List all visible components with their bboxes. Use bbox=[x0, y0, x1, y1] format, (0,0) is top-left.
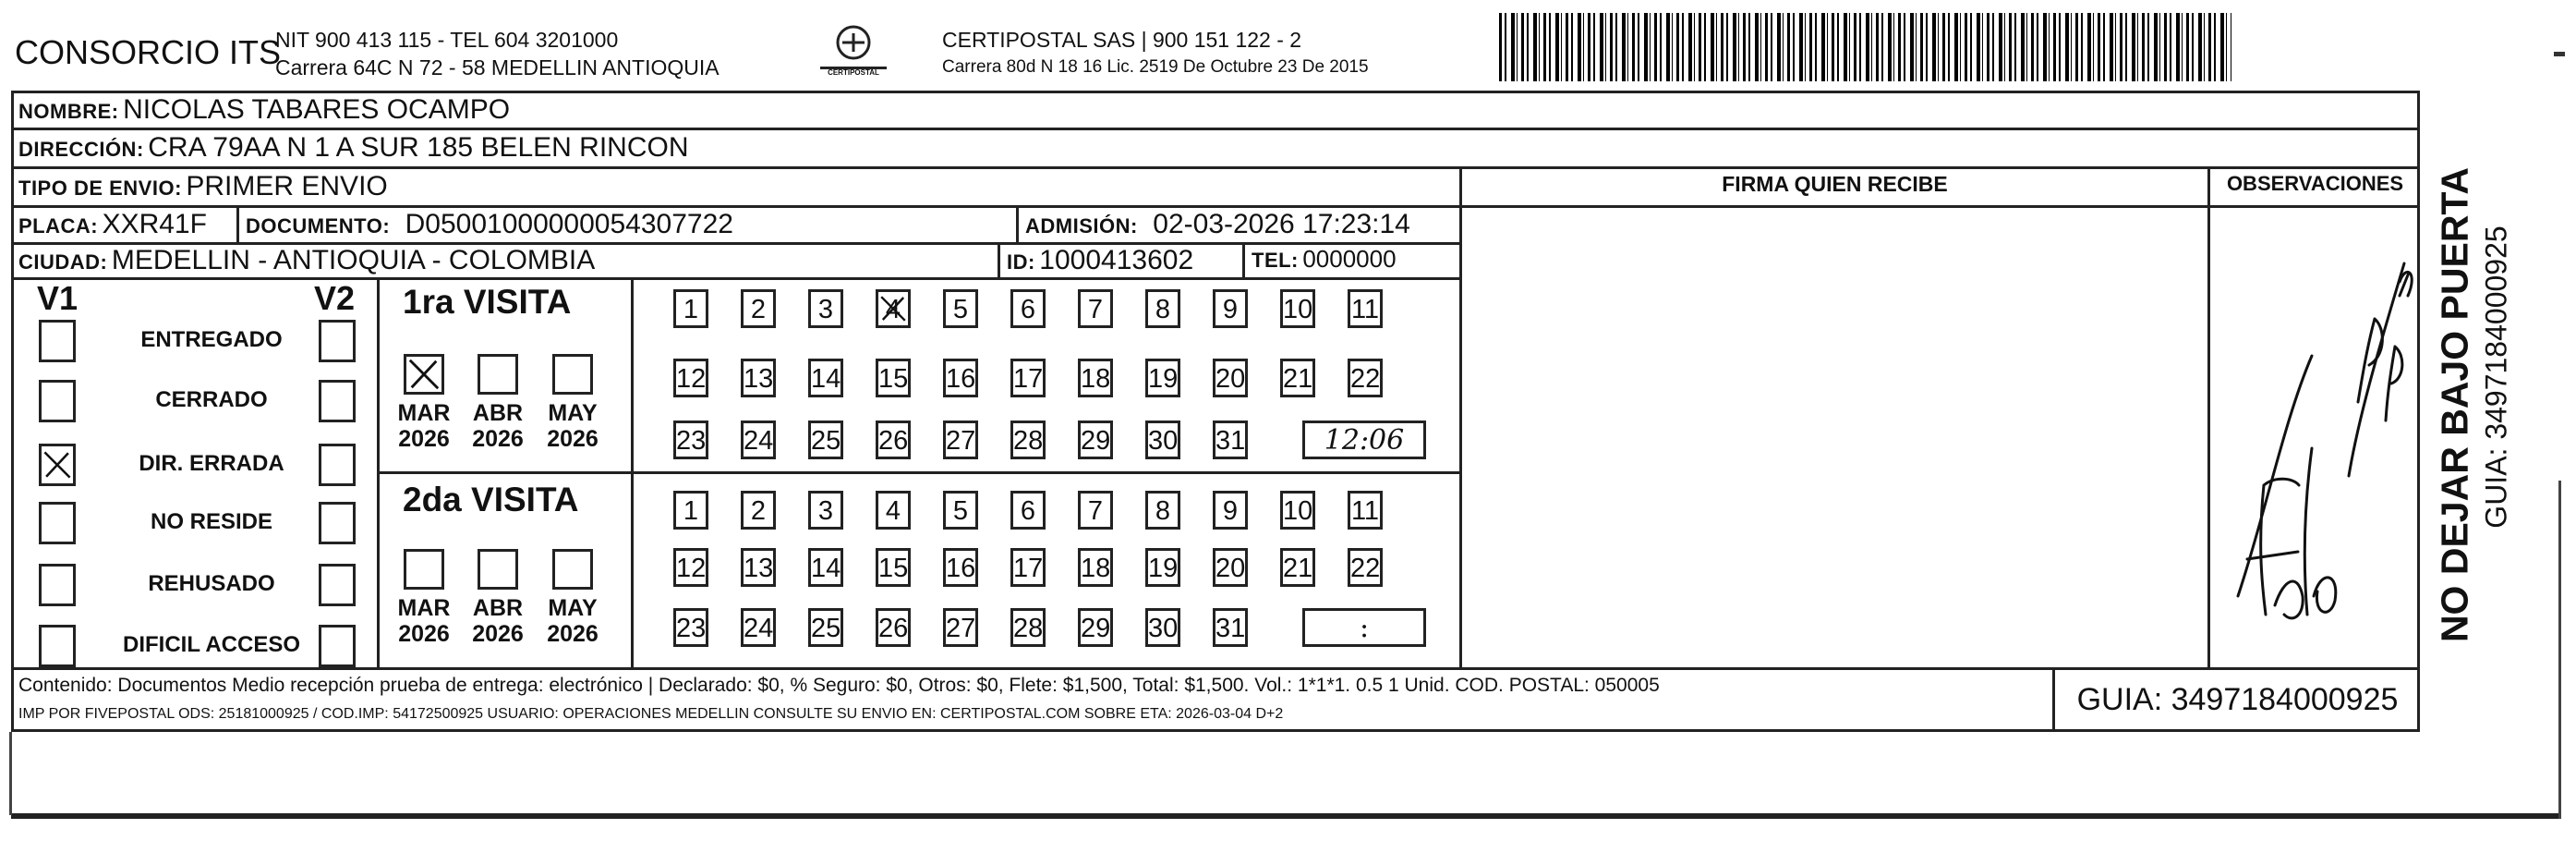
day-box[interactable]: 23 bbox=[673, 420, 708, 459]
month-checkbox[interactable] bbox=[552, 549, 593, 590]
signature-area[interactable] bbox=[1462, 208, 2207, 667]
month-label bbox=[470, 595, 526, 647]
month-checkbox[interactable] bbox=[552, 354, 593, 395]
placa-label: PLACA: bbox=[18, 214, 99, 238]
v1-checkbox[interactable] bbox=[39, 502, 76, 544]
status-label: NO RESIDE bbox=[150, 509, 273, 534]
certipostal-address: Carrera 80d N 18 16 Lic. 2519 De Octubre 23 De 2015 bbox=[942, 57, 1369, 77]
status-label: REHUSADO bbox=[148, 571, 275, 596]
nombre-label: NOMBRE: bbox=[18, 100, 119, 123]
day-box[interactable]: 2 bbox=[741, 491, 776, 530]
day-box[interactable]: 7 bbox=[1078, 289, 1113, 328]
day-box[interactable]: 7 bbox=[1078, 491, 1113, 530]
tel-value: 0000000 bbox=[1302, 245, 1397, 273]
day-box[interactable]: 22 bbox=[1348, 548, 1383, 587]
month-year: 2026 bbox=[472, 621, 524, 647]
month-name: ABR bbox=[472, 400, 524, 426]
v1-checkbox[interactable] bbox=[39, 564, 76, 606]
visit1-title: 1ra VISITA bbox=[403, 283, 572, 321]
nit-line: NIT 900 413 115 - TEL 604 3201000 bbox=[275, 28, 619, 52]
day-box[interactable]: 13 bbox=[741, 359, 776, 397]
x-mark-icon bbox=[878, 292, 908, 325]
month-name: MAR bbox=[397, 595, 451, 621]
day-box[interactable]: 16 bbox=[943, 548, 978, 587]
day-box[interactable]: 18 bbox=[1078, 548, 1113, 587]
tipo-row bbox=[18, 171, 388, 202]
day-box[interactable]: 5 bbox=[943, 491, 978, 530]
day-box[interactable]: 15 bbox=[876, 548, 911, 587]
day-box[interactable]: 6 bbox=[1010, 491, 1046, 530]
firma-header: FIRMA QUIEN RECIBE bbox=[1722, 172, 1948, 196]
day-box[interactable]: 1 bbox=[673, 289, 708, 328]
placa-cell bbox=[18, 209, 207, 240]
day-box[interactable]: 8 bbox=[1145, 289, 1180, 328]
day-box[interactable]: 6 bbox=[1010, 289, 1046, 328]
day-box[interactable]: 19 bbox=[1145, 359, 1180, 397]
month-label bbox=[396, 400, 452, 452]
ciudad-value: MEDELLIN - ANTIOQUIA - COLOMBIA bbox=[111, 245, 596, 275]
time-box[interactable]: 12:06 bbox=[1302, 420, 1426, 459]
v2-checkbox[interactable] bbox=[319, 320, 356, 362]
status-label: CERRADO bbox=[155, 387, 268, 412]
day-box[interactable]: 20 bbox=[1213, 359, 1248, 397]
status-label: DIFICIL ACCESO bbox=[122, 632, 300, 657]
month-year: 2026 bbox=[398, 426, 450, 452]
direccion-row bbox=[18, 132, 688, 164]
month-name: ABR bbox=[472, 595, 524, 621]
left-border bbox=[9, 732, 12, 815]
visit2-title: 2da VISITA bbox=[403, 481, 579, 518]
day-box[interactable]: 12 bbox=[673, 548, 708, 587]
ciudad-label: CIUDAD: bbox=[18, 250, 108, 274]
month-year: 2026 bbox=[398, 621, 450, 647]
no-dejar-bajo-puerta: NO DEJAR BAJO PUERTA bbox=[2433, 166, 2476, 643]
day-box[interactable]: 28 bbox=[1010, 608, 1046, 647]
month-checkbox[interactable] bbox=[404, 354, 444, 395]
day-box[interactable]: 26 bbox=[876, 608, 911, 647]
month-label bbox=[470, 400, 526, 452]
observaciones-header: OBSERVACIONES bbox=[2226, 172, 2404, 195]
day-box[interactable]: 29 bbox=[1078, 608, 1113, 647]
v2-header: V2 bbox=[314, 279, 356, 317]
tel-cell bbox=[1252, 245, 1397, 274]
day-box[interactable]: 26 bbox=[876, 420, 911, 459]
day-box[interactable]: 27 bbox=[943, 420, 978, 459]
v2-checkbox[interactable] bbox=[319, 380, 356, 422]
month-label bbox=[396, 595, 452, 647]
nombre-value: NICOLAS TABARES OCAMPO bbox=[123, 94, 511, 125]
id-value: 1000413602 bbox=[1039, 245, 1194, 275]
month-name: MAR bbox=[397, 400, 451, 426]
day-box[interactable]: 21 bbox=[1280, 359, 1315, 397]
day-box[interactable]: 9 bbox=[1213, 289, 1248, 328]
day-box[interactable]: 15 bbox=[876, 359, 911, 397]
day-box[interactable]: 24 bbox=[741, 420, 776, 459]
v2-checkbox[interactable] bbox=[319, 502, 356, 544]
documento-label: DOCUMENTO: bbox=[246, 214, 391, 238]
day-box[interactable]: 17 bbox=[1010, 548, 1046, 587]
certipostal-logo bbox=[816, 24, 890, 79]
day-box[interactable]: 20 bbox=[1213, 548, 1248, 587]
direccion-label: DIRECCIÓN: bbox=[18, 138, 144, 161]
day-box[interactable]: 3 bbox=[808, 491, 843, 530]
observaciones-handwriting bbox=[2210, 208, 2420, 667]
tipo-value: PRIMER ENVIO bbox=[186, 171, 388, 201]
admision-value: 02-03-2026 17:23:14 bbox=[1153, 209, 1410, 239]
id-cell bbox=[1007, 245, 1193, 276]
day-box[interactable]: 10 bbox=[1280, 289, 1315, 328]
day-box[interactable]: 31 bbox=[1213, 420, 1248, 459]
status-label: DIR. ERRADA bbox=[139, 451, 284, 476]
admision-label: ADMISIÓN: bbox=[1025, 214, 1138, 238]
status-label: ENTREGADO bbox=[140, 327, 283, 352]
day-box[interactable]: 17 bbox=[1010, 359, 1046, 397]
v2-checkbox[interactable] bbox=[319, 625, 356, 667]
day-box[interactable]: 14 bbox=[808, 548, 843, 587]
corner-mark bbox=[2554, 52, 2565, 56]
footer-guia: GUIA: 3497184000925 bbox=[2076, 682, 2399, 717]
day-box[interactable]: 4 bbox=[876, 289, 911, 328]
day-box[interactable]: 24 bbox=[741, 608, 776, 647]
month-year: 2026 bbox=[547, 426, 599, 452]
day-box[interactable]: 22 bbox=[1348, 359, 1383, 397]
handwritten-note-icon bbox=[2210, 208, 2420, 667]
footer-contenido: Contenido: Documentos Medio recepción prueba de entrega: electrónico | Declarado: $0, % Seguro: $0, Otros: $0, Flete: $1,500, Total: $1,500. Vol.: 1*1*1. 0.5 1 Unid. COD. POSTAL: 050005 bbox=[18, 675, 1660, 696]
footer-imp: IMP POR FIVEPOSTAL ODS: 25181000925 / COD.IMP: 54172500925 USUARIO: OPERACIONES MEDELLIN CONSULTE SU ENVIO EN: CERTIPOSTAL.COM SOBRE ETA: 2026-03-04 D+2 bbox=[18, 706, 1284, 722]
day-box[interactable]: 21 bbox=[1280, 548, 1315, 587]
month-label bbox=[545, 400, 600, 452]
month-name: MAY bbox=[548, 595, 598, 621]
day-box[interactable]: 9 bbox=[1213, 491, 1248, 530]
day-box[interactable]: 29 bbox=[1078, 420, 1113, 459]
day-box[interactable]: 3 bbox=[808, 289, 843, 328]
month-year: 2026 bbox=[472, 426, 524, 452]
day-box[interactable]: 2 bbox=[741, 289, 776, 328]
ciudad-cell bbox=[18, 245, 595, 276]
month-label bbox=[545, 595, 600, 647]
day-box[interactable]: 11 bbox=[1348, 491, 1383, 530]
day-box[interactable]: 25 bbox=[808, 420, 843, 459]
v2-checkbox[interactable] bbox=[319, 564, 356, 606]
company-name: CONSORCIO ITS bbox=[15, 33, 282, 71]
address-line: Carrera 64C N 72 - 58 MEDELLIN ANTIOQUIA bbox=[275, 55, 720, 79]
x-mark-icon bbox=[42, 446, 73, 483]
day-box[interactable]: 31 bbox=[1213, 608, 1248, 647]
v1-checkbox[interactable] bbox=[39, 380, 76, 422]
nombre-row bbox=[18, 94, 510, 126]
day-box[interactable]: 18 bbox=[1078, 359, 1113, 397]
month-checkbox[interactable] bbox=[404, 549, 444, 590]
documento-cell bbox=[246, 209, 733, 240]
day-box[interactable]: 23 bbox=[673, 608, 708, 647]
right-border bbox=[2558, 481, 2561, 819]
x-mark-icon bbox=[406, 357, 441, 392]
tel-label: TEL: bbox=[1252, 249, 1299, 272]
bottom-border bbox=[11, 813, 2560, 819]
day-box[interactable]: 11 bbox=[1348, 289, 1383, 328]
id-label: ID: bbox=[1007, 250, 1035, 274]
day-box[interactable]: 30 bbox=[1145, 608, 1180, 647]
day-box[interactable]: 12 bbox=[673, 359, 708, 397]
v1-header: V1 bbox=[37, 279, 79, 317]
day-box[interactable]: 10 bbox=[1280, 491, 1315, 530]
logo-caption: CERTIPOSTAL bbox=[828, 68, 879, 77]
v1-checkbox[interactable] bbox=[39, 444, 76, 486]
day-box[interactable]: 16 bbox=[943, 359, 978, 397]
day-box[interactable]: 28 bbox=[1010, 420, 1046, 459]
day-box[interactable]: 4 bbox=[876, 491, 911, 530]
barcode bbox=[1499, 13, 2231, 81]
v1-checkbox[interactable] bbox=[39, 320, 76, 362]
v2-checkbox[interactable] bbox=[319, 444, 356, 486]
day-box[interactable]: 13 bbox=[741, 548, 776, 587]
month-year: 2026 bbox=[547, 621, 599, 647]
day-box[interactable]: 30 bbox=[1145, 420, 1180, 459]
day-box[interactable]: 8 bbox=[1145, 491, 1180, 530]
day-box[interactable]: 5 bbox=[943, 289, 978, 328]
day-box[interactable]: 19 bbox=[1145, 548, 1180, 587]
certipostal-line: CERTIPOSTAL SAS | 900 151 122 - 2 bbox=[942, 28, 1302, 52]
month-checkbox[interactable] bbox=[478, 354, 518, 395]
day-box[interactable]: 25 bbox=[808, 608, 843, 647]
admision-cell bbox=[1025, 209, 1410, 240]
day-box[interactable]: 27 bbox=[943, 608, 978, 647]
day-box[interactable]: 14 bbox=[808, 359, 843, 397]
time-box[interactable]: : bbox=[1302, 608, 1426, 647]
documento-value: D05001000000054307722 bbox=[405, 209, 733, 239]
side-guia: GUIA: 3497184000925 bbox=[2479, 225, 2513, 529]
month-checkbox[interactable] bbox=[478, 549, 518, 590]
v1-checkbox[interactable] bbox=[39, 625, 76, 667]
tipo-label: TIPO DE ENVIO: bbox=[18, 177, 182, 200]
month-name: MAY bbox=[548, 400, 598, 426]
placa-value: XXR41F bbox=[102, 209, 207, 239]
direccion-value: CRA 79AA N 1 A SUR 185 BELEN RINCON bbox=[148, 132, 689, 163]
day-box[interactable]: 1 bbox=[673, 491, 708, 530]
